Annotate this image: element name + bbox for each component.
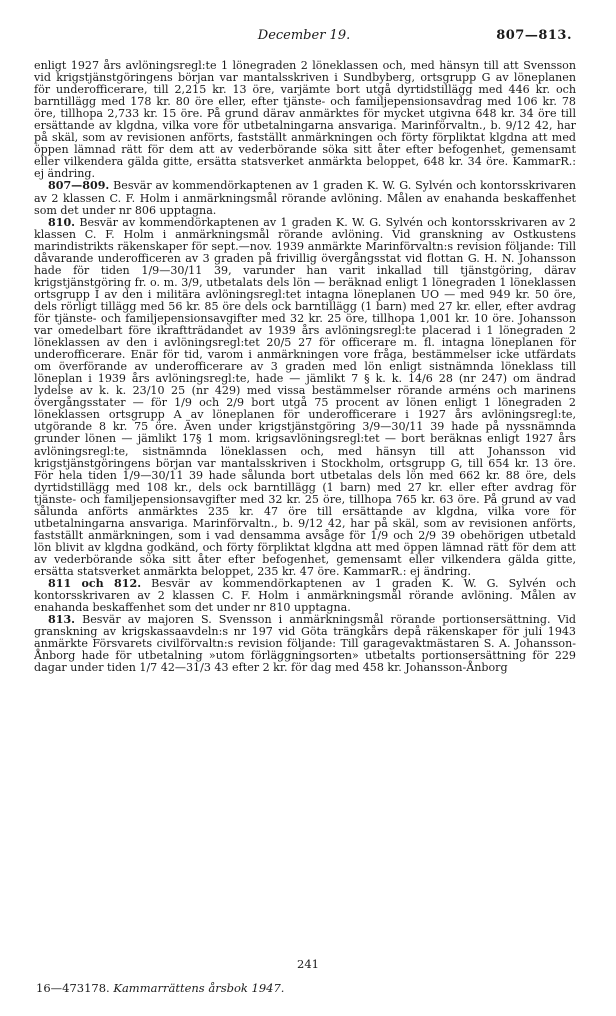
header-date: December 19. — [257, 28, 351, 43]
case-number: 807—809. — [48, 179, 110, 193]
body-text — [34, 60, 576, 674]
case-entry — [34, 578, 576, 614]
case-entry — [34, 180, 576, 216]
case-number: 810. — [48, 215, 76, 229]
case-number: 813. — [48, 613, 76, 627]
case-entry — [34, 217, 576, 578]
paragraph-text: Besvär av majoren S. Svensson i anmärkningsmål rörande portionsersättning. Vid granskning av krigskassaavdeln:s nr 197 vid Göta trängkårs depå räkenskaper för juli 1943 anmärkte Försvarets civilförvaltn:s revision följande: Till garagevaktmästaren S. A. Johansson-Ånborg hade för utbetalning »utom förläggningsorten» utbetalts portionsersättning för 229 dagar under tiden 1/7 42—31/3 43 efter 2 kr. för dag med 458 kr. Johansson-Ånborg — [34, 613, 576, 675]
case-entry — [34, 614, 576, 674]
print-imprint — [36, 981, 284, 995]
page-number: 241 — [297, 957, 319, 971]
case-number: 811 och 812. — [48, 577, 142, 591]
print-code: 16—473178. — [36, 981, 110, 995]
paragraph-text: Besvär av kommendörkaptenen av 1 graden K. W. G. Sylvén och kontorsskrivaren av 2 klassen C. F. Holm i anmärkningsmål rörande avlöning. Målen av enahanda beskaffenhet som det under nr 810 upptagna. — [34, 577, 576, 615]
book-title: Kammarrättens årsbok 1947. — [113, 981, 285, 995]
paragraph-continuation — [34, 60, 576, 180]
running-head — [36, 28, 572, 46]
paragraph-text: Besvär av kommendörkaptenen av 1 graden K. W. G. Sylvén och kontorsskrivaren av 2 klassen C. F. Holm i anmärkningsmål rörande avlöning. Vid granskning av Ostkustens marindistrikts räkenskaper för sept.—nov. 1939 anmärkte Marinförvaltn:s revision följande: Till dåvarande underofficeren av 3 graden på frivillig övergångsstat vid flottan G. H. N. Johansson hade för tiden 1/9—30/11 39, varunder han varit inkallad till tjänstgöring, därav krigstjänstgöring fr. o. m. 3/9, utbetalats dels lön — beräknad enligt 1 lönegraden 1 löneklassen ortsgrupp I av den i militära avlöningsregl:tet intagna löneplanen UO — med 949 kr. 50 öre, dels rörligt tillägg med 56 kr. 85 öre dels ock barntillägg (1 barn) med 27 kr. eller, efter avdrag för tjänste- och familjepensionsavgifter med 32 kr. 25 öre, tillhopa 1,001 kr. 10 öre. Johansson var omedelbart före ikraftträdandet av 1939 års avlöningsregl:te placerad i 1 lönegraden 2 löneklassen av den i avlöningsregl:tet 20/5 27 för officerare m. fl. intagna löneplanen för underofficerare. Enär för tid, varom i anmärkningen vore fråga, bestämmelser icke utfärdats om överförande av underofficerare av 3 graden med lön enligt sistnämnda löneklass till löneplan i 1939 års avlöningsregl:te, hade — jämlikt 7 § k. k. 14/6 28 (nr 247) om ändrad lydelse av k. k. 23/10 25 (nr 429) med vissa bestämmelser rörande arméns och marinens övergångsstater — för 1/9 och 2/9 bort utgå 75 procent av lönen enligt 1 lönegraden 2 löneklassen ortsgrupp A av löneplanen för underofficerare i 1927 års avlöningsregl:te, utgörande 8 kr. 75 öre. Även under krigstjänstgöring 3/9—30/11 39 hade på nyssnämnda grunder lönen — jämlikt 17§ 1 mom. krigsavlöningsregl:tet — bort beräknas enligt 1927 års avlöningsregl:te, sistnämnda löneklassen och, med hänsyn till att Johansson vid krigstjänstgöringens början var mantalsskriven i Stockholm, ortsgrupp G, till 654 kr. 13 öre. För hela tiden 1/9—30/11 39 hade sålunda bort utbetalas dels lön med 662 kr. 88 öre, dels dyrtidstillägg med 108 kr., dels ock barntillägg (1 barn) med 27 kr. eller efter avdrag för tjänste- och familjepensionsavgifter med 32 kr. 25 öre, tillhopa 765 kr. 63 öre. På grund av vad sålunda anförts anmärktes 235 kr. 47 öre till ersättande av klgdna, vilka vore för utbetalningarna ansvariga. Marinförvaltn., b. 9/12 42, har på skäl, som av revisionen anförts, fastställt anmärkningen, som i vad densamma avsåge för 1/9 och 2/9 39 obehörigen utbetald lön blivit av klgdna godkänd, och förty förpliktat klgdna att med öppen lämnad rätt för dem att av vederbörande söka sitt åter efter befogenhet, gemensamt eller vilkendera gälda gitte, ersätta statsverket anmärkta beloppet, 235 kr. 47 öre. KammarR.: ej ändring. — [34, 215, 576, 578]
header-case-range: 807—813. — [496, 28, 572, 43]
paragraph-text: Besvär av kommendörkaptenen av 1 graden K. W. G. Sylvén och kontorsskrivaren av 2 klassen C. F. Holm i anmärkningsmål rörande avlöning. Målen av enahanda beskaffenhet som det under nr 806 upptagna. — [34, 179, 576, 217]
paragraph-text: enligt 1927 års avlöningsregl:te 1 lönegraden 2 löneklassen och, med hänsyn till att Svensson vid krigstjänstgöringens början var mantalsskriven i Sundbyberg, ortsgrupp G av löneplanen för underofficerare, till 2,215 kr. 13 öre, varjämte bort utgå dyrtidstillägg med 446 kr. och barntillägg med 178 kr. 80 öre eller, efter tjänste- och familjepensionsavdrag med 106 kr. 78 öre, tillhopa 2,733 kr. 15 öre. På grund därav anmärktes för mycket utgivna 648 kr. 34 öre till ersättande av klgdna, vilka vore för utbetalningarna ansvariga. Marinförvaltn., b. 9/12 42, har på skäl, som av revisionen anförts, fastställt anmärkningen och förty förpliktat klgdna att med öppen lämnad rätt för dem att av vederbörande söka sitt åter efter befogenhet, gemensamt eller vilkendera gälda gitte, ersätta statsverket anmärkta beloppet, 648 kr. 34 öre. KammarR.: ej ändring. — [34, 59, 576, 181]
